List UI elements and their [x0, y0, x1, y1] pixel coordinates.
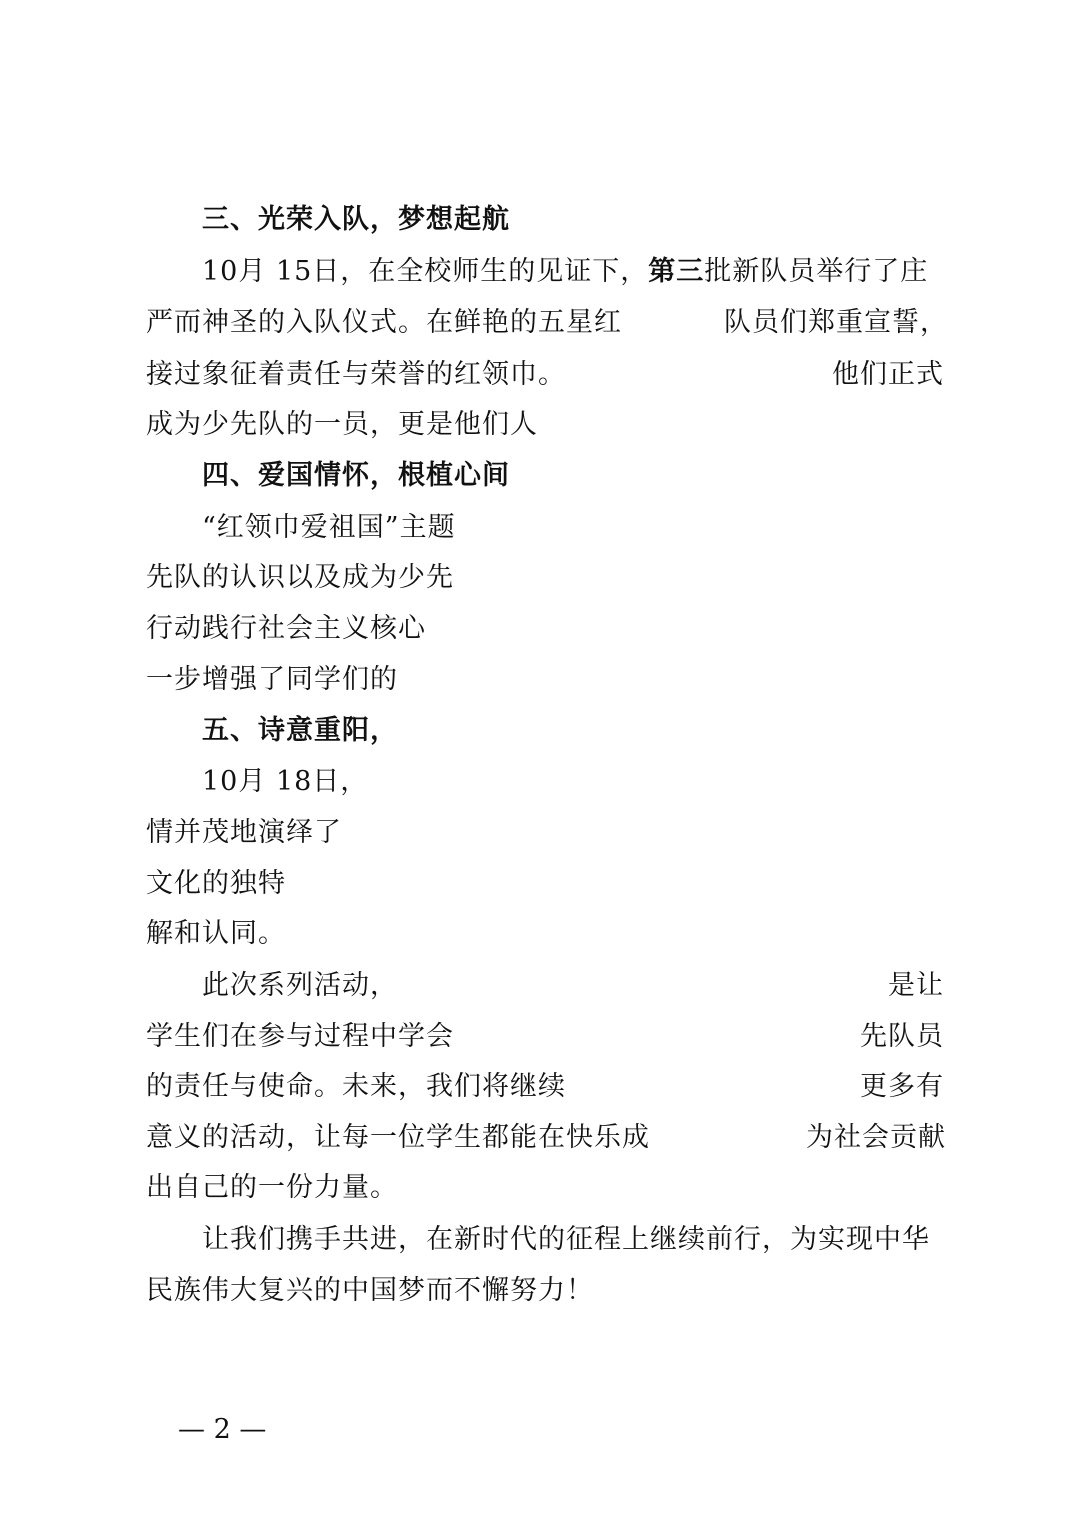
summary-line-4	[146, 1118, 946, 1158]
text-fragment: 的责任与使命。未来，我们将继续	[146, 1071, 566, 1102]
section-4-paragraph-line-1: “红领巾爱祖国”主题	[202, 512, 456, 543]
closing-line-1: 让我们携手共进，在新时代的征程上继续前行，为实现中华	[202, 1224, 930, 1255]
summary-line-5: 出自己的一份力量。	[146, 1172, 398, 1203]
text-fragment: 严而神圣的入队仪式。在鲜艳的五星红	[146, 307, 622, 338]
section-5-paragraph-line-3: 文化的独特	[146, 868, 286, 899]
section-4-heading: 四、爱国情怀，根植心间	[202, 460, 510, 491]
text-fragment: 此次系列活动，	[202, 970, 398, 1001]
section-3-paragraph-line-1	[202, 252, 1002, 292]
summary-line-1	[202, 966, 1002, 1006]
text-fragment: 批新队员举行了庄	[704, 256, 929, 287]
summary-line-2	[146, 1017, 946, 1057]
summary-line-3	[146, 1067, 946, 1107]
text-fragment-right: 先队员	[860, 1021, 944, 1052]
section-4-paragraph-line-4: 一步增强了同学们的	[146, 664, 398, 695]
section-5-paragraph-line-1: 10月 18日，	[202, 766, 369, 797]
text-fragment: 意义的活动，让每一位学生都能在快乐成	[146, 1122, 650, 1153]
text-fragment: 10月 15日，在全校师生的见证下，	[202, 256, 649, 287]
section-5-paragraph-line-2: 情并茂地演绎了	[146, 817, 342, 848]
text-fragment: 学生们在参与过程中学会	[146, 1021, 454, 1052]
section-5-heading: 五、诗意重阳，	[202, 715, 398, 746]
text-fragment-right: 队员们郑重宣誓，	[724, 307, 948, 338]
section-4-paragraph-line-2: 先队的认识以及成为少先	[146, 562, 454, 593]
section-5-paragraph-line-4: 解和认同。	[146, 918, 286, 949]
text-fragment-right: 是让	[888, 970, 944, 1001]
text-fragment-right: 为社会贡献	[806, 1122, 946, 1153]
section-4-paragraph-line-3: 行动践行社会主义核心	[146, 613, 426, 644]
text-fragment: 接过象征着责任与荣誉的红领巾。	[146, 359, 566, 390]
page-number: — 2 —	[178, 1414, 267, 1445]
section-3-paragraph-line-3	[146, 355, 946, 395]
section-3-heading: 三、光荣入队，梦想起航	[202, 204, 510, 235]
section-3-paragraph-line-2	[146, 303, 946, 343]
section-3-paragraph-line-4: 成为少先队的一员，更是他们人	[146, 409, 538, 440]
text-fragment-right: 他们正式	[832, 359, 944, 390]
text-fragment-bold: 第三	[648, 256, 705, 287]
text-fragment-right: 更多有	[860, 1071, 944, 1102]
closing-line-2: 民族伟大复兴的中国梦而不懈努力！	[146, 1275, 594, 1306]
